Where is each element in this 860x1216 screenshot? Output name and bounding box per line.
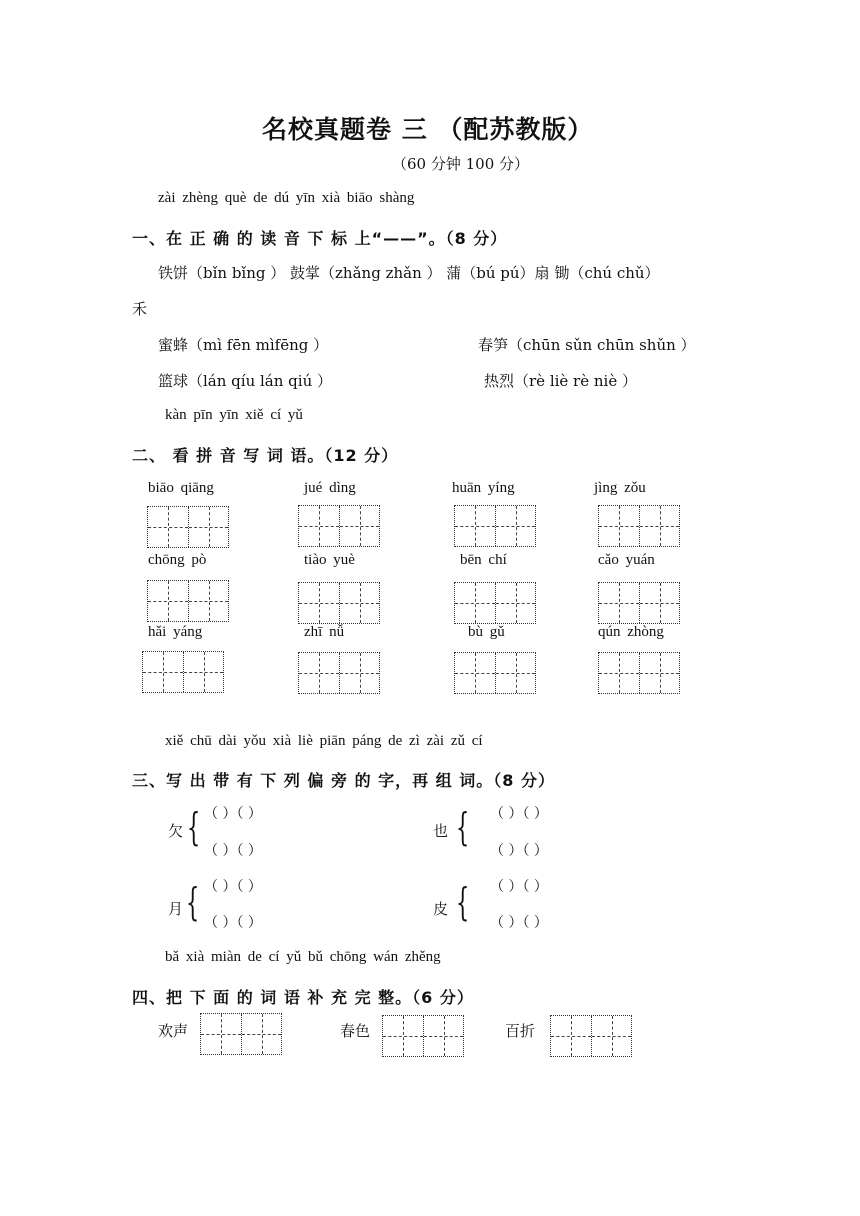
section4-pinyin: bǎ xià miàn de cí yǔ bǔ chōng wán zhěng xyxy=(165,949,441,965)
section1-item-1: 蜜蜂（mì fēn mìfēng ） xyxy=(158,336,329,354)
left-brace: { xyxy=(456,805,470,849)
section2-word-4: jìng zǒu xyxy=(594,480,646,496)
left-brace: { xyxy=(186,880,200,924)
answer-grid[interactable] xyxy=(142,651,224,693)
section2-word-6: tiào yuè xyxy=(304,552,355,568)
answer-grid[interactable] xyxy=(147,580,229,622)
answer-line[interactable]: （ ）（ ） xyxy=(204,806,262,822)
section4-word-2: 春色 xyxy=(340,1022,371,1040)
section1-pinyin: zài zhèng què de dú yīn xià biāo shàng xyxy=(158,190,415,206)
answer-grid[interactable] xyxy=(298,652,380,694)
radical-ye: 也 xyxy=(433,822,449,840)
answer-line[interactable]: （ ）（ ） xyxy=(490,879,548,895)
section4-word-1: 欢声 xyxy=(158,1022,189,1040)
answer-grid[interactable] xyxy=(598,505,680,547)
section2-word-7: bēn chí xyxy=(460,552,507,568)
section1-heading: 一、在 正 确 的 读 音 下 标 上“——”。（8 分） xyxy=(132,229,508,248)
section4-word-3: 百折 xyxy=(505,1022,536,1040)
section2-word-3: huān yíng xyxy=(452,480,515,496)
section2-word-2: jué dìng xyxy=(304,480,356,496)
radical-pi: 皮 xyxy=(433,900,449,918)
answer-grid[interactable] xyxy=(382,1015,464,1057)
section1-row1-wrap: 禾 xyxy=(132,300,148,318)
answer-line[interactable]: （ ）（ ） xyxy=(204,879,262,895)
answer-line[interactable]: （ ）（ ） xyxy=(490,843,548,859)
section2-heading: 二、 看 拼 音 写 词 语。（12 分） xyxy=(132,446,399,465)
answer-grid[interactable] xyxy=(454,652,536,694)
section1-item-2: 春笋（chūn sǔn chūn shǔn ） xyxy=(478,336,696,354)
answer-grid[interactable] xyxy=(598,652,680,694)
left-brace: { xyxy=(456,880,470,924)
answer-grid[interactable] xyxy=(598,582,680,624)
section2-pinyin: kàn pīn yīn xiě cí yǔ xyxy=(165,407,303,423)
section2-word-9: hǎi yáng xyxy=(148,624,203,640)
answer-grid[interactable] xyxy=(454,505,536,547)
answer-grid[interactable] xyxy=(298,505,380,547)
left-brace: { xyxy=(187,805,201,849)
radical-qian: 欠 xyxy=(168,822,184,840)
radical-yue: 月 xyxy=(168,900,184,918)
section2-word-8: cǎo yuán xyxy=(598,552,655,568)
section1-row1: 铁饼（bǐn bǐng ） 鼓掌（zhǎng zhǎn ） 蒲（bú pú）扇 锄（chú chǔ） xyxy=(158,264,660,282)
answer-line[interactable]: （ ）（ ） xyxy=(490,915,548,931)
section1-item-3: 篮球（lán qíu lán qiú ） xyxy=(158,372,332,390)
section2-word-10: zhī nǚ xyxy=(304,624,345,640)
answer-grid[interactable] xyxy=(147,506,229,548)
section2-word-11: bù gǔ xyxy=(468,624,505,640)
answer-line[interactable]: （ ）（ ） xyxy=(204,843,262,859)
answer-grid[interactable] xyxy=(298,582,380,624)
section1-item-4: 热烈（rè liè rè niè ） xyxy=(484,372,637,390)
section3-heading: 三、写 出 带 有 下 列 偏 旁 的 字，再 组 词。（8 分） xyxy=(132,771,555,790)
page-title: 名校真题卷 三 （配苏教版） xyxy=(262,115,594,144)
answer-line[interactable]: （ ）（ ） xyxy=(490,806,548,822)
page-subtitle: （60 分钟 100 分） xyxy=(392,155,530,173)
section2-word-5: chōng pò xyxy=(148,552,207,568)
section2-word-1: biāo qiāng xyxy=(148,480,214,496)
section3-pinyin: xiě chū dài yǒu xià liè piān páng de zì zài zǔ cí xyxy=(165,733,483,749)
answer-grid[interactable] xyxy=(550,1015,632,1057)
section2-word-12: qún zhòng xyxy=(598,624,664,640)
section4-heading: 四、把 下 面 的 词 语 补 充 完 整。（6 分） xyxy=(132,988,474,1007)
answer-grid[interactable] xyxy=(454,582,536,624)
answer-grid[interactable] xyxy=(200,1013,282,1055)
answer-line[interactable]: （ ）（ ） xyxy=(204,915,262,931)
